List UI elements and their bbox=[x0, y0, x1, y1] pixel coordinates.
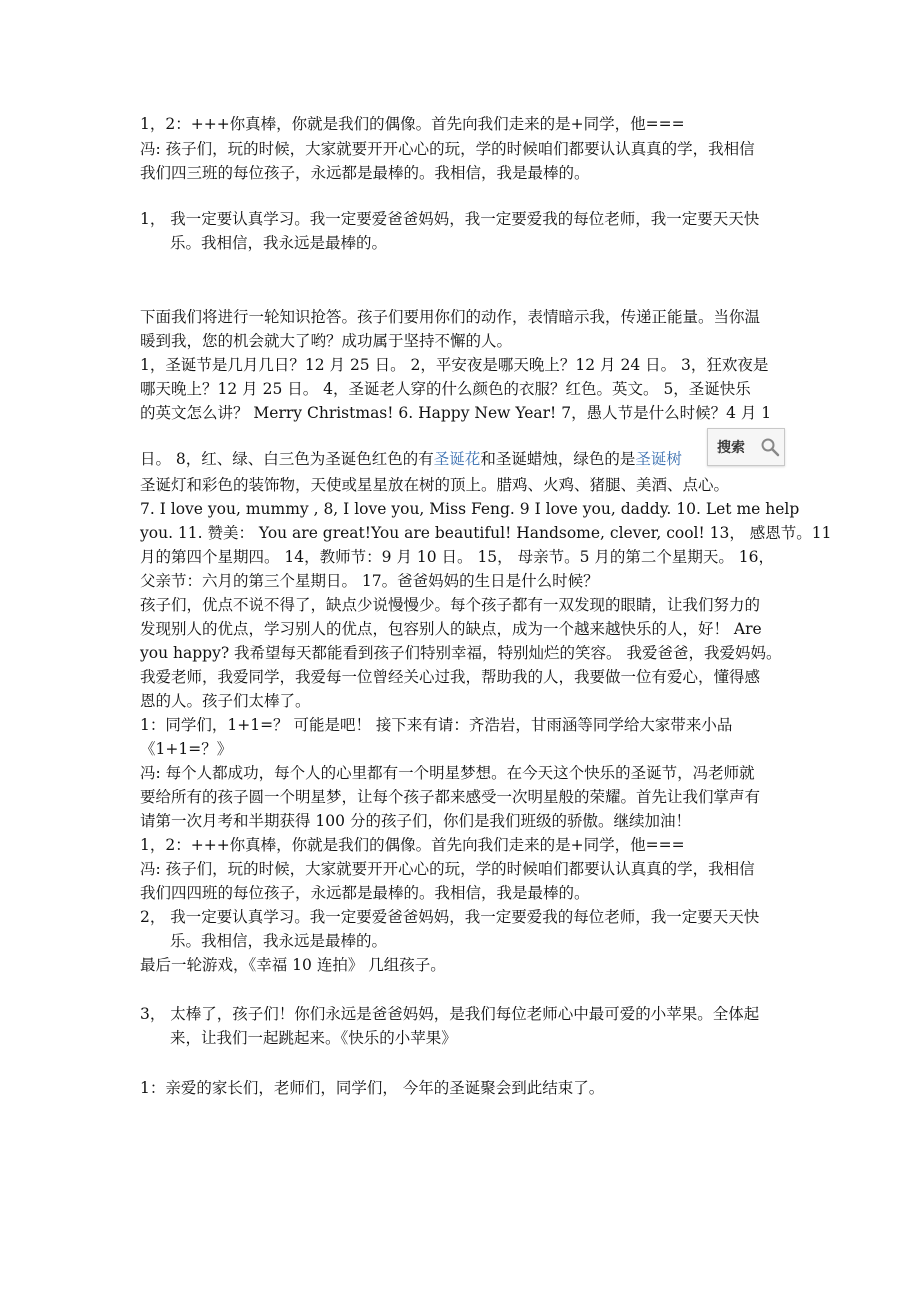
christmas-tree-link[interactable]: 圣诞树 bbox=[635, 450, 682, 468]
text-line: 月的第四个星期四。 14，教师节：9 月 10 日。 15， 母亲节。5 月的第二个星期天。 16， bbox=[140, 548, 775, 566]
text-line: 1：亲爱的家长们，老师们，同学们， 今年的圣诞聚会到此结束了。 bbox=[140, 1079, 605, 1097]
text-span: 和圣诞蜡烛，绿色的是 bbox=[480, 450, 636, 468]
text-line: 恩的人。孩子们太棒了。 bbox=[140, 692, 311, 710]
text-line: 7. I love you, mummy , 8, I love you, Miss Feng. 9 I love you, daddy. 10. Let me help bbox=[140, 500, 800, 518]
text-line: 3， 太棒了，孩子们！你们永远是爸爸妈妈，是我们每位老师心中最可爱的小苹果。全体起 bbox=[140, 1005, 760, 1023]
text-line: 来，让我们一起跳起来。《快乐的小苹果》 bbox=[170, 1029, 457, 1047]
text-line: 我们四四班的每位孩子，永远都是最棒的。我相信，我是最棒的。 bbox=[140, 884, 590, 902]
text-line: 请第一次月考和半期获得 100 分的孩子们，你们是我们班级的骄傲。继续加油！ bbox=[140, 812, 691, 830]
text-line: 父亲节：六月的第三个星期日。 17。爸爸妈妈的生日是什么时候？ bbox=[140, 572, 599, 590]
text-line: 冯: 孩子们，玩的时候，大家就要开开心心的玩，学的时候咱们都要认认真真的学，我相信 bbox=[140, 860, 755, 878]
text-line: 《1+1=？》 bbox=[140, 740, 233, 758]
text-line: 冯: 孩子们，玩的时候，大家就要开开心心的玩，学的时候咱们都要认认真真的学，我相信 bbox=[140, 140, 755, 158]
text-span: 日。 8，红、绿、白三色为圣诞色红色的有 bbox=[140, 450, 434, 468]
text-line: 1，2：+++你真棒，你就是我们的偶像。首先向我们走来的是+同学，他=== bbox=[140, 836, 685, 854]
text-line: 1：同学们，1+1=？ 可能是吧！ 接下来有请：齐浩岩，甘雨涵等同学给大家带来小品 bbox=[140, 716, 733, 734]
search-button[interactable] bbox=[707, 428, 785, 466]
text-line: 1，圣诞节是几月几日？12 月 25 日。 2，平安夜是哪天晚上？12 月 24 日。 3，狂欢夜是 bbox=[140, 356, 769, 374]
magnifier-icon bbox=[760, 437, 780, 457]
text-line: 的英文怎么讲？ Merry Christmas! 6. Happy New Year! 7，愚人节是什么时候？4 月 1 bbox=[140, 404, 772, 422]
search-label: 搜索 bbox=[717, 440, 745, 456]
text-line: you. 11. 赞美： You are great!You are beautiful! Handsome, clever, cool! 13， 感恩节。11 bbox=[140, 524, 832, 542]
text-line: 我爱老师，我爱同学，我爱每一位曾经关心过我，帮助我的人，我要做一位有爱心，懂得感 bbox=[140, 668, 761, 686]
text-line: 1，2：+++你真棒，你就是我们的偶像。首先向我们走来的是+同学，他=== bbox=[140, 115, 685, 133]
text-line: 暖到我，您的机会就大了哟？成功属于坚持不懈的人。 bbox=[140, 332, 513, 350]
text-line: 要给所有的孩子圆一个明星梦，让每个孩子都来感受一次明星般的荣耀。首先让我们掌声有 bbox=[140, 788, 761, 806]
text-line: 下面我们将进行一轮知识抢答。孩子们要用你们的动作，表情暗示我，传递正能量。当你温 bbox=[140, 308, 761, 326]
text-line bbox=[140, 448, 682, 470]
text-line: 哪天晚上？12 月 25 日。 4，圣诞老人穿的什么颜色的衣服？红色。英文。 5，圣诞快乐 bbox=[140, 380, 751, 398]
text-line: 孩子们，优点不说不得了，缺点少说慢慢少。每个孩子都有一双发现的眼睛，让我们努力的 bbox=[140, 596, 761, 614]
text-line: 乐。我相信，我永远是最棒的。 bbox=[170, 234, 388, 252]
text-line: 1， 我一定要认真学习。我一定要爱爸爸妈妈，我一定要爱我的每位老师，我一定要天天快 bbox=[140, 210, 760, 228]
text-line: you happy? 我希望每天都能看到孩子们特别幸福，特别灿烂的笑容。 我爱爸爸，我爱妈妈。 bbox=[140, 644, 782, 662]
christmas-flower-link[interactable]: 圣诞花 bbox=[433, 450, 481, 468]
text-line: 最后一轮游戏，《幸福 10 连拍》 几组孩子。 bbox=[140, 956, 446, 974]
text-line: 圣诞灯和彩色的装饰物，天使或星星放在树的顶上。腊鸡、火鸡、猪腿、美酒、点心。 bbox=[140, 476, 730, 494]
text-line: 冯: 每个人都成功，每个人的心里都有一个明星梦想。在今天这个快乐的圣诞节，冯老师就 bbox=[140, 764, 755, 782]
text-line: 我们四三班的每位孩子，永远都是最棒的。我相信，我是最棒的。 bbox=[140, 164, 590, 182]
text-line: 发现别人的优点，学习别人的优点，包容别人的缺点，成为一个越来越快乐的人，好！ Are bbox=[140, 620, 762, 638]
text-line: 乐。我相信，我永远是最棒的。 bbox=[170, 932, 388, 950]
text-line: 2， 我一定要认真学习。我一定要爱爸爸妈妈，我一定要爱我的每位老师，我一定要天天快 bbox=[140, 908, 760, 926]
